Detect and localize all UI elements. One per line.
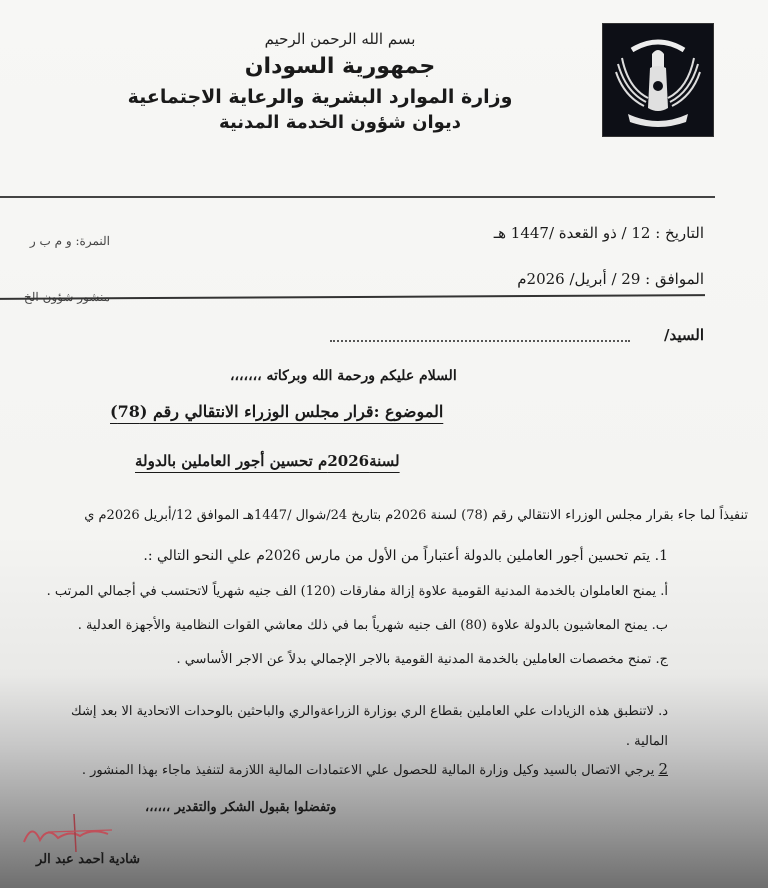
addressee-label: السيد/ [664, 326, 704, 344]
diwan-title: ديوان شؤون الخدمة المدنية [219, 112, 461, 133]
subject-line-1: الموضوع :قرار مجلس الوزراء الانتقالي رقم (78) [110, 402, 444, 421]
header-divider [0, 196, 715, 198]
item-b: ب. يمنح المعاشيون بالدولة علاوة (80) الف جنيه شهرياً بما في ذلك معاشي القوات النظامية والأجهزة العدلية . [77, 618, 668, 633]
item-d: د. لاتنطبق هذه الزيادات علي العاملين بقطاع الري بوزارة الزراعةوالري والباحثين بالوحدات الاتحادية الا بعد إشك [71, 704, 668, 719]
date-gregorian: الموافق : 29 / أبريل/ 2026م [517, 270, 704, 288]
republic-title: جمهورية السودان [244, 54, 436, 79]
secretary-bird-emblem-icon [608, 28, 708, 132]
item-c: ج. تمنح مخصصات العاملين بالخدمة المدنية القومية بالاجر الإجمالي بدلاً عن الاجر الأساسي . [176, 652, 668, 667]
basmala: بسم الله الرحمن الرحيم [264, 30, 416, 48]
caption-overlay-cutoff [100, 874, 660, 888]
item-d-continuation: المالية . [625, 734, 668, 749]
reference-number: النمرة: و م ب ر [29, 234, 110, 248]
item-2-text: يرجي الاتصال بالسيد وكيل وزارة المالية للحصول علي الاعتمادات المالية اللازمة لتنفيذ ماجاء بهذا المنشور . [81, 763, 659, 778]
signer-name: شادية أحمد عبد الر [35, 852, 140, 867]
item-2 [82, 760, 668, 778]
closing-line: وتفضلوا بقبول الشكر والتقدير ،،،،،، [145, 800, 337, 815]
item-a: أ. يمنح العاملوان بالخدمة المدنية القومية علاوة إزالة مفارقات (120) الف جنيه شهرياً لاتحتسب في أجمالي المرتب . [46, 584, 668, 599]
date-hijri: التاريخ : 12 / ذو القعدة /1447 هـ [493, 224, 704, 242]
item-1: 1. يتم تحسين أجور العاملين بالدولة أعتباراً من الأول من مارس 2026م علي النحو التالي :. [143, 548, 668, 564]
item-2-number: 2 [658, 760, 668, 778]
state-emblem-icon [602, 23, 714, 137]
intro-paragraph: تنفيذاً لما جاء بقرار مجلس الوزراء الانتقالي رقم (78) لسنة 2026م بتاريخ 24/شوال /1447هـ الموافق 12/أبريل 2026م ي [84, 508, 748, 523]
greeting: السلام عليكم ورحمة الله وبركاته ،،،،،،، [230, 368, 457, 384]
addressee-blank [330, 332, 630, 342]
subject-line-2: لسنة2026م تحسين أجور العاملين بالدولة [135, 452, 400, 470]
ministry-title: وزارة الموارد البشرية والرعاية الاجتماعية [127, 86, 513, 108]
